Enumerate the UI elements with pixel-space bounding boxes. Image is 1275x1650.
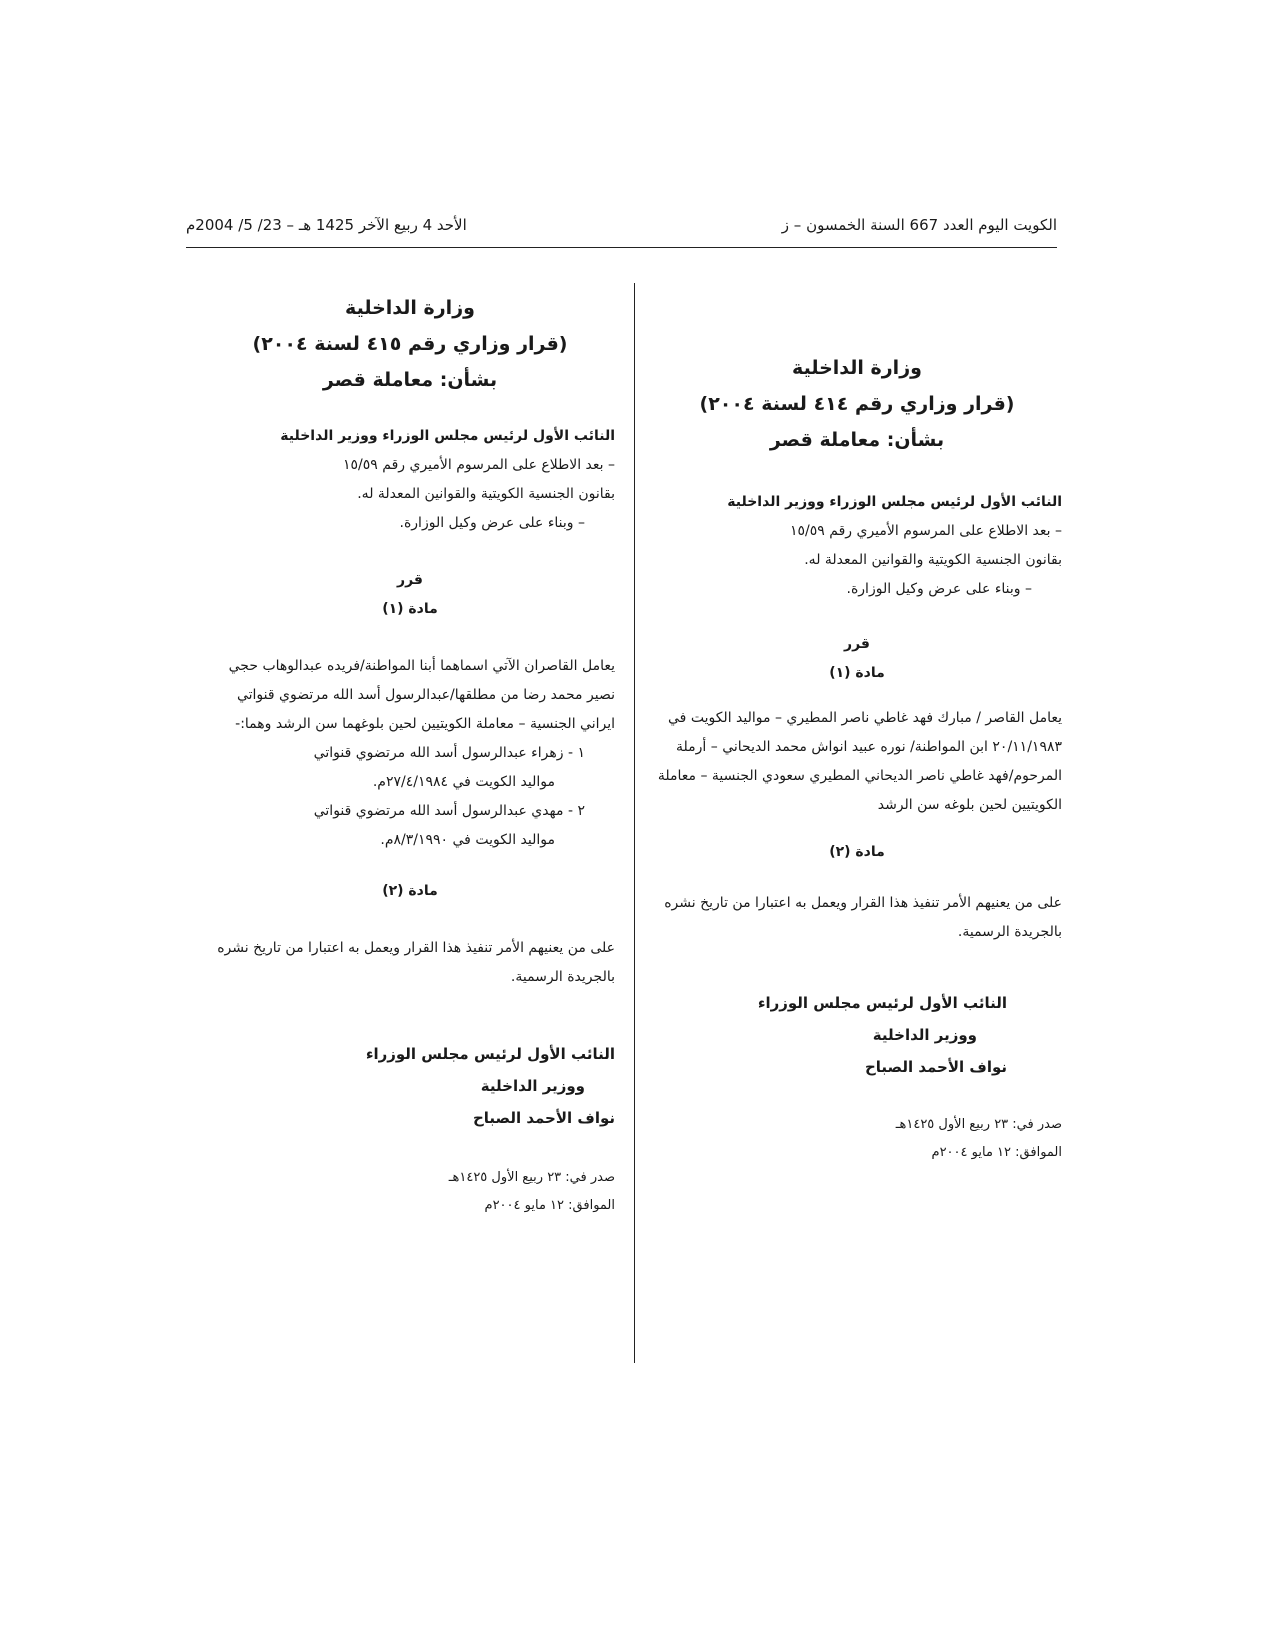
- ministry-heading: وزارة الداخلية: [345, 297, 475, 319]
- signature-ministry: ووزير الداخلية: [480, 1077, 585, 1095]
- issuer-line: النائب الأول لرئيس مجلس الوزراء ووزير الداخلية: [280, 428, 615, 444]
- preamble-proposal: – وبناء على عرض وكيل الوزارة.: [846, 581, 1032, 597]
- column-divider: [634, 283, 635, 1363]
- decree-number: (قرار وزاري رقم ٤١٤ لسنة ٢٠٠٤): [699, 393, 1015, 415]
- child-2-birth: مواليد الكويت في ٨/٣/١٩٩٠م.: [380, 832, 555, 848]
- article-1-text: يعامل القاصر / مبارك فهد غاطي ناصر المطيري – مواليد الكويت في ٢٠/١١/١٩٨٣ ابن المواطنة/ نوره عبيد انواش محمد الديحاني – أرملة المرحوم/فهد غاطي ناصر الديحاني المطيري سعودي الجنسية – معاملة الكويتيين لحين بلوغه سن الرشد: [657, 710, 1062, 813]
- article-2-text: على من يعنيهم الأمر تنفيذ هذا القرار ويعمل به اعتبارا من تاريخ نشره بالجريدة الرسمية.: [664, 895, 1062, 940]
- signature-name: نواف الأحمد الصباح: [472, 1109, 615, 1127]
- ministry-heading: وزارة الداخلية: [792, 357, 922, 379]
- signature-title: النائب الأول لرئيس مجلس الوزراء: [757, 994, 1007, 1012]
- article-2-text: على من يعنيهم الأمر تنفيذ هذا القرار ويعمل به اعتبارا من تاريخ نشره بالجريدة الرسمية.: [217, 940, 615, 985]
- preamble-decree: – بعد الاطلاع على المرسوم الأميري رقم ١٥/٥٩: [343, 457, 615, 473]
- decision-415-column: [205, 290, 615, 1220]
- issuer-line: النائب الأول لرئيس مجلس الوزراء ووزير الداخلية: [727, 494, 1062, 510]
- preamble-law: بقانون الجنسية الكويتية والقوانين المعدلة له.: [357, 486, 615, 502]
- article-2-title: مادة (٢): [382, 883, 438, 899]
- article-1-title: مادة (١): [382, 601, 438, 617]
- decree-subject: بشأن: معاملة قصر: [769, 429, 945, 451]
- preamble-proposal: – وبناء على عرض وكيل الوزارة.: [399, 515, 585, 531]
- decided-heading: قرر: [397, 572, 423, 588]
- child-2-name: ٢ - مهدي عبدالرسول أسد الله مرتضوي قنواتي: [313, 803, 585, 819]
- child-1-name: ١ - زهراء عبدالرسول أسد الله مرتضوي قنواتي: [313, 745, 585, 761]
- running-header-date: الأحد 4 ربيع الآخر 1425 هـ – 23/ 5/ 2004م: [186, 216, 467, 234]
- signature-title: النائب الأول لرئيس مجلس الوزراء: [365, 1045, 615, 1063]
- issued-date-gregorian: الموافق: ١٢ مايو ٢٠٠٤م: [484, 1198, 615, 1213]
- issued-date-gregorian: الموافق: ١٢ مايو ٢٠٠٤م: [931, 1145, 1062, 1160]
- decision-414-column: [652, 350, 1062, 1167]
- decree-subject: بشأن: معاملة قصر: [322, 369, 498, 391]
- signature-name: نواف الأحمد الصباح: [864, 1058, 1007, 1076]
- preamble-decree: – بعد الاطلاع على المرسوم الأميري رقم ١٥/٥٩: [790, 523, 1062, 539]
- header-divider: [186, 247, 1057, 248]
- running-header-issue: الكويت اليوم العدد 667 السنة الخمسون – ز: [781, 216, 1057, 234]
- issued-date-hijri: صدر في: ٢٣ ربيع الأول ١٤٢٥هـ: [448, 1170, 615, 1185]
- signature-ministry: ووزير الداخلية: [872, 1026, 977, 1044]
- decree-number: (قرار وزاري رقم ٤١٥ لسنة ٢٠٠٤): [252, 333, 568, 355]
- child-1-birth: مواليد الكويت في ٢٧/٤/١٩٨٤م.: [372, 774, 555, 790]
- preamble-law: بقانون الجنسية الكويتية والقوانين المعدلة له.: [804, 552, 1062, 568]
- article-1-text: يعامل القاصران الآتي اسماهما أبنا المواطنة/فريده عبدالوهاب حجي نصير محمد رضا من مطلقها/عبدالرسول أسد الله مرتضوي قنواتي ايراني الجنسية – معاملة الكويتيين لحين بلوغهما سن الرشد وهما:-: [228, 658, 615, 732]
- article-1-title: مادة (١): [829, 665, 885, 681]
- article-2-title: مادة (٢): [829, 844, 885, 860]
- issued-date-hijri: صدر في: ٢٣ ربيع الأول ١٤٢٥هـ: [895, 1117, 1062, 1132]
- decided-heading: قرر: [844, 636, 870, 652]
